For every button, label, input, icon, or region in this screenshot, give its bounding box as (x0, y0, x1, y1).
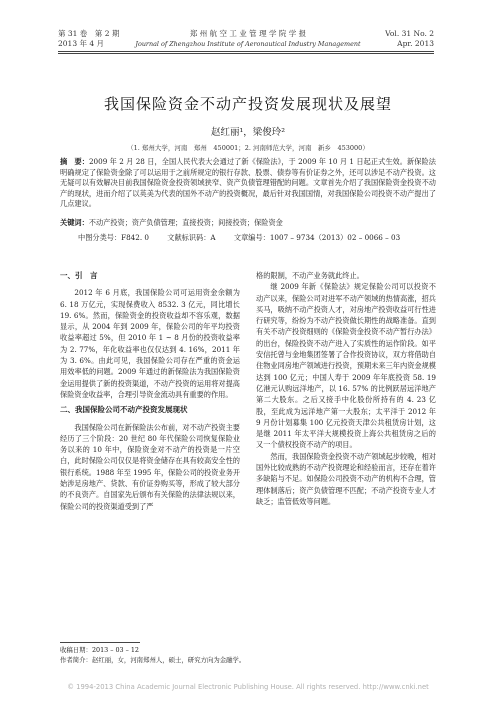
header-rule (58, 51, 434, 52)
running-header-right (385, 29, 434, 49)
keywords-text: 不动产投资；资产负债管理；直接投资；间接投资；保险资金 (88, 218, 283, 227)
section-heading-current-status: 二、我国保险公司不动产投资发展现状 (60, 405, 188, 415)
article-title: 我国保险资金不动产投资发展现状及展望 (103, 95, 392, 113)
paragraph: 2012 年 6 月底，我国保险公司可运用资金余额为 6. 18 万亿元，实现保费收入 8532. 3 亿元，同比增长 19. 6%。然而，保险资金的投资收益却不容乐观，数据显示，从 2004 年到 2009 年，保险公司的年平均投资收益率超过 5%，但 2010 年 1 ~ 8 月份的投资收益率为 2. 77%，年化收益率也仅仅达到 4. 16%，2011 年为 3. 6%。由此可见，我国保险公司存在严重的资金运用效率低的问题。2009 年通过的新保险法为我国保险资金运用提供了新的投资渠道，不动产投资的运用将对提高保险资金收益率，合理引导资金流动具有重要的作用。 (60, 288, 240, 399)
volume-issue: 第 31 卷 第 2 期 (58, 29, 120, 38)
abstract (60, 157, 436, 210)
footnote-rule (60, 642, 140, 643)
footnote-received: 收稿日期：2013 – 03 – 12 (60, 646, 139, 654)
section-heading-introduction: 一、引 言 (60, 271, 98, 280)
keywords (60, 218, 436, 228)
running-header-center (130, 29, 366, 49)
author-affiliation: （1. 郑州大学，河南 郑州 450001；2. 河南师范大学，河南 新乡 453000） (127, 144, 369, 152)
classification-line (78, 233, 416, 243)
article-authors: 赵红丽¹，梁俊玲² (210, 127, 286, 138)
journal-name-en: Journal of Zhengzhou Institute of Aeronautical Industry Management (135, 40, 361, 48)
header-rule-thin (58, 53, 434, 54)
running-header-left (58, 29, 119, 49)
copyright-footer: © 1994-2013 China Academic Journal Electronic Publishing House. All rights reserved. http://www.cnki.net (67, 683, 429, 691)
paragraph: 然而，我国保险资金投资不动产领域起步较晚，相对国外比较成熟的不动产投资理论和经验而言，还存在着许多缺陷与不足。如保险公司投资不动产的机构不合理，管理体制落后；资产负债管理不匹配；不动产投资专业人才缺乏；监管低效等问题。 (256, 451, 436, 506)
volume-issue-en: Vol. 31 No. 2 (385, 29, 434, 38)
keywords-label: 关键词： (60, 218, 89, 227)
issue-date-en: Apr. 2013 (397, 39, 434, 48)
paragraph: 继 2009 年新《保险法》规定保险公司可以投资不动产以来，保险公司对进军不动产领域的热情高涨，招兵买马，吸纳不动产投资人才，对房地产投资收益可行性进行研究等，纷纷为不动产投资做长期性的战略准备。直到有关不动产投资细则的《保险资金投资不动产暂行办法》的出台，保险投资不动产进入了实质性的运作阶段。如平安信托曾与金地集团签署了合作投资协议，双方将借助自住物业同房地产领域进行投资，预期未来三年内资金规模达到 100 亿元；中国人寿于 2009 年年底投资 58. 19 亿港元认购远洋地产，以 16. 57% 的比例跃居远洋地产第二大股东。之后又接手中化股份所持有的 4. 23 亿股，至此成为远洋地产第一大股东；太平洋于 2012 年 9 月份计划募集 100 亿元投资天津公共租赁房计划，这是继 2011 年太平洋大规模投资上海公共租赁房之后的又一个债权投资不动产的项目。 (256, 282, 436, 450)
class-number: 中图分类号：F842. 0 (78, 233, 149, 242)
article-id: 文章编号：1007 – 9734（2013）02 – 0066 – 03 (233, 233, 401, 242)
paragraph: 格的限制，不动产业务就此终止。 (256, 271, 364, 280)
body-column-right (256, 270, 436, 507)
document-code: 文献标识码：A (167, 233, 216, 242)
issue-date: 2013 年 4 月 (58, 39, 105, 48)
journal-name-cn: 郑 州 航 空 工 业 管 理 学 院 学 报 (189, 29, 307, 38)
paragraph: 我国保险公司在新保险法公布前，对不动产投资主要经历了三个阶段：20 世纪 80 年代保险公司恢复保险业务以来的 10 年中，保险资金对不动产的投资是一片空白，此时保险公司仅仅是将资金储存在具有较高安全性的银行系统。1988 年至 1995 年，保险公司的投资业务开始涉足房地产、贷款、有价证券购买等，形成了较大部分的不良资产。自国家先后颁布有关保险的法律法规以来，保险公司的投资渠道受到了严 (60, 422, 241, 511)
abstract-label: 摘 要： (60, 157, 89, 166)
footnote-author-info: 作者简介：赵红丽，女，河南郑州人，硕士，研究方向为金融学。 (60, 656, 246, 664)
abstract-text: 2009 年 2 月 28 日，全国人民代表大会通过了新《保险法》，于 2009 年 10 月 1 日起正式生效。新保险法明确规定了保险资金除了可以运用于之前所规定的银行存款、股票、债券等有价证券之外，还可以涉足不动产投资。这无疑可以有效解决目前我国保险资金投资领域狭窄、资产负债管理错配的问题。文章首先介绍了我国保险资金投资不动产的现状，进而介绍了以英美为代表的国外不动产的投资概况，最后针对我国国情，对我国保险公司投资不动产提出了几点建议。 (60, 157, 436, 209)
body-column-left (60, 270, 240, 512)
